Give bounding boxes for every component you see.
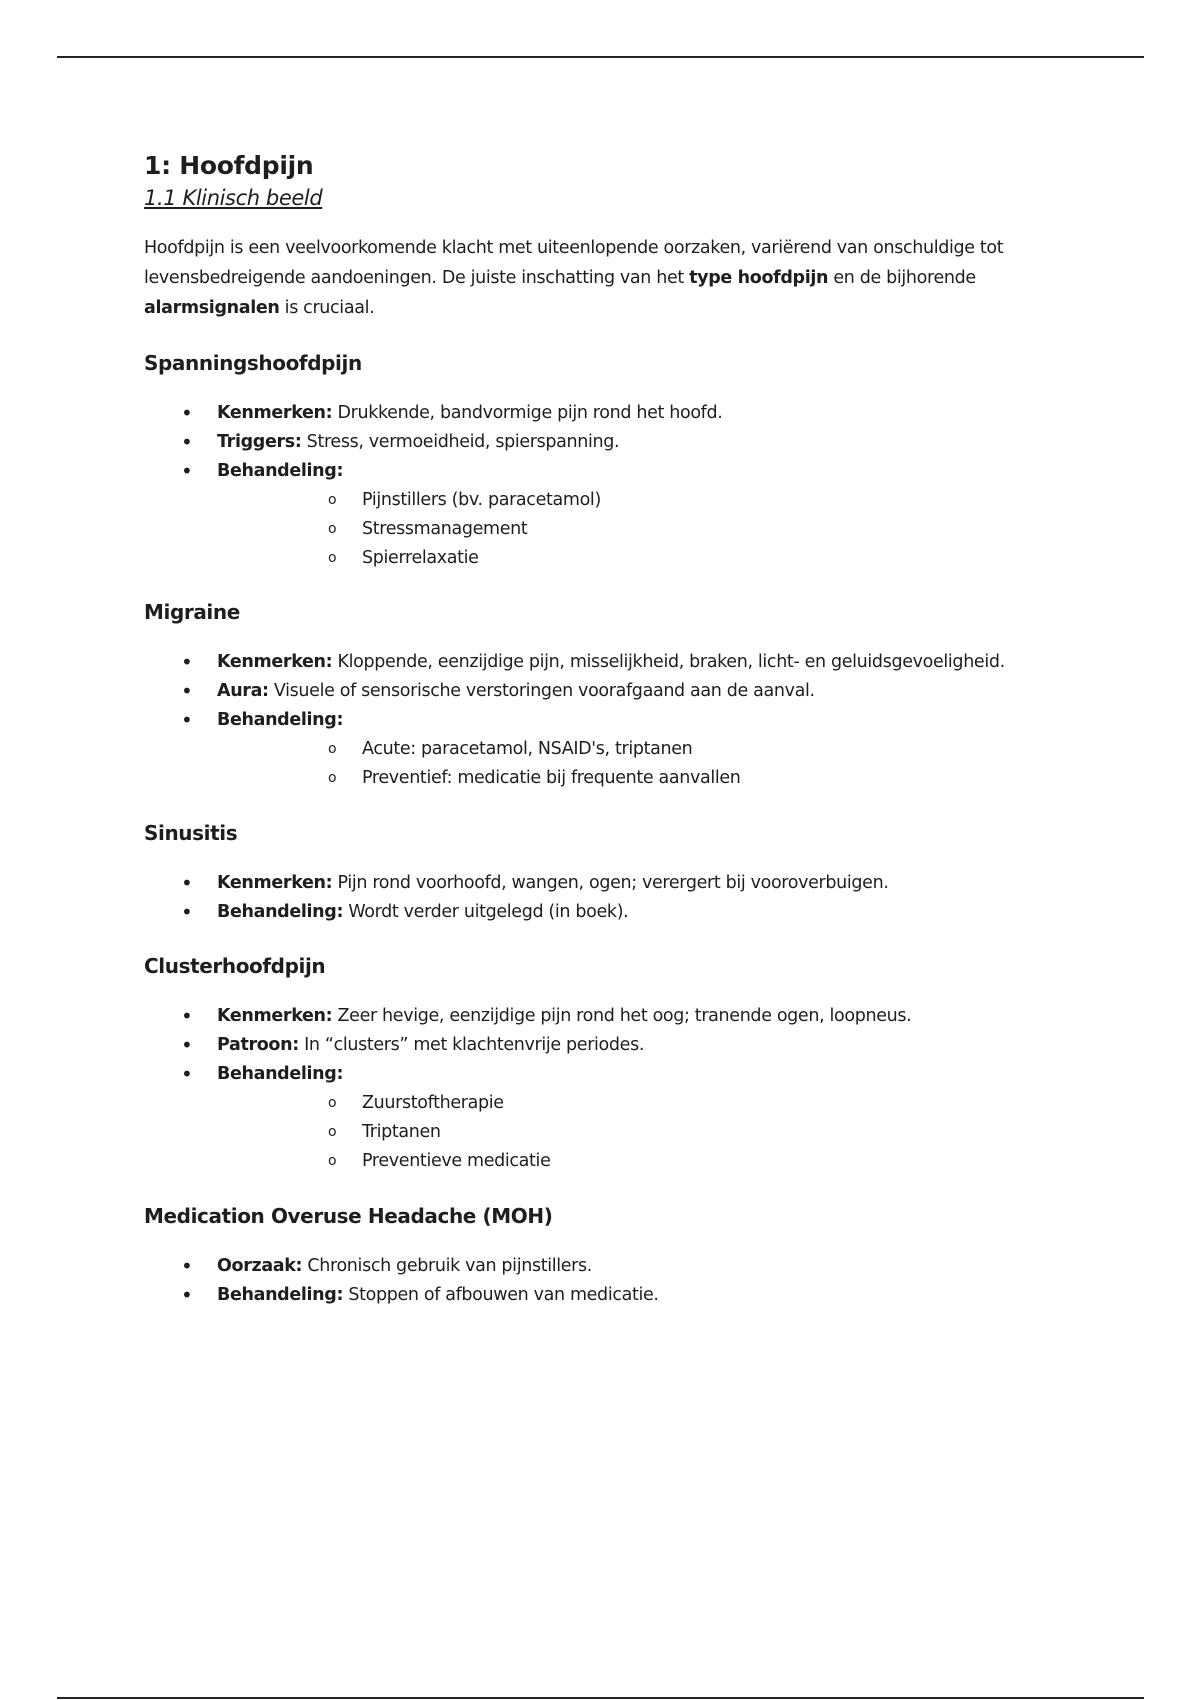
list-item [144, 648, 1044, 677]
item-label: Behandeling: [217, 710, 344, 730]
section-list-moh [144, 1252, 1044, 1310]
section-title-clusterhoofdpijn: Clusterhoofdpijn [144, 954, 326, 978]
section-list-migraine [144, 648, 1044, 793]
list-item [144, 1252, 1044, 1281]
sub-list [217, 486, 1044, 573]
section-list-clusterhoofdpijn [144, 1002, 1044, 1176]
section-list-spanningshoofdpijn [144, 399, 1044, 573]
list-item [144, 1281, 1044, 1310]
sub-list-item: o Acute: paracetamol, NSAID's, triptanen [217, 735, 1044, 764]
item-label: Aura: [217, 681, 269, 701]
list-item [144, 706, 1044, 793]
item-text: Drukkende, bandvormige pijn rond het hoofd. [332, 403, 723, 423]
intro-text-1: Hoofdpijn is een veelvoorkomende klacht met uiteenlopende oorzaken, variërend van onschuldige tot levensbedreigende aandoeningen. De juiste inschatting van het [144, 238, 1004, 288]
list-item [144, 457, 1044, 573]
list-item [144, 1031, 1044, 1060]
section-title-moh: Medication Overuse Headache (MOH) [144, 1204, 553, 1228]
sub-list [217, 1089, 1044, 1176]
sub-list-item: o Preventieve medicatie [217, 1147, 1044, 1176]
chapter-subtitle: 1.1 Klinisch beeld [144, 186, 323, 210]
item-label: Triggers: [217, 432, 302, 452]
item-text: Stress, vermoeidheid, spierspanning. [301, 432, 620, 452]
document-body [144, 150, 1044, 1310]
item-label: Oorzaak: [217, 1256, 303, 1276]
item-text: Visuele of sensorische verstoringen voorafgaand aan de aanval. [268, 681, 815, 701]
list-item [144, 898, 1044, 927]
footer-rule [57, 1697, 1144, 1699]
list-item [144, 1002, 1044, 1031]
item-label: Kenmerken: [217, 1006, 333, 1026]
sub-list-item: o Pijnstillers (bv. paracetamol) [217, 486, 1044, 515]
section-list-sinusitis [144, 869, 1044, 927]
section-title-sinusitis: Sinusitis [144, 821, 238, 845]
section-title-spanningshoofdpijn: Spanningshoofdpijn [144, 351, 362, 375]
item-label: Behandeling: [217, 902, 344, 922]
item-label: Behandeling: [217, 1064, 344, 1084]
intro-text-3: is cruciaal. [279, 298, 375, 318]
header-rule [57, 56, 1144, 58]
list-item [144, 399, 1044, 428]
chapter-title: 1: Hoofdpijn [144, 151, 314, 180]
list-item [144, 1060, 1044, 1176]
item-text: Kloppende, eenzijdige pijn, misselijkheid, braken, licht- en geluidsgevoeligheid. [332, 652, 1005, 672]
item-text: Chronisch gebruik van pijnstillers. [302, 1256, 593, 1276]
intro-bold-1: type hoofdpijn [689, 268, 829, 288]
list-item [144, 869, 1044, 898]
intro-text-2: en de bijhorende [828, 268, 976, 288]
sub-list-item: o Triptanen [217, 1118, 1044, 1147]
sub-list-item: o Spierrelaxatie [217, 544, 1044, 573]
item-label: Behandeling: [217, 461, 344, 481]
item-label: Behandeling: [217, 1285, 344, 1305]
intro-paragraph [144, 233, 1044, 323]
sub-list-item: o Stressmanagement [217, 515, 1044, 544]
item-text: Stoppen of afbouwen van medicatie. [343, 1285, 659, 1305]
item-label: Kenmerken: [217, 873, 333, 893]
intro-bold-2: alarmsignalen [144, 298, 280, 318]
item-label: Patroon: [217, 1035, 299, 1055]
list-item [144, 428, 1044, 457]
sub-list-item: o Preventief: medicatie bij frequente aanvallen [217, 764, 1044, 793]
sub-list-item: o Zuurstoftherapie [217, 1089, 1044, 1118]
section-title-migraine: Migraine [144, 600, 240, 624]
item-text: In “clusters” met klachtenvrije periodes. [298, 1035, 645, 1055]
item-text: Pijn rond voorhoofd, wangen, ogen; verergert bij vooroverbuigen. [332, 873, 889, 893]
item-text: Wordt verder uitgelegd (in boek). [343, 902, 629, 922]
item-label: Kenmerken: [217, 652, 333, 672]
item-text: Zeer hevige, eenzijdige pijn rond het oog; tranende ogen, loopneus. [332, 1006, 912, 1026]
sub-list [217, 735, 1044, 793]
item-label: Kenmerken: [217, 403, 333, 423]
list-item [144, 677, 1044, 706]
